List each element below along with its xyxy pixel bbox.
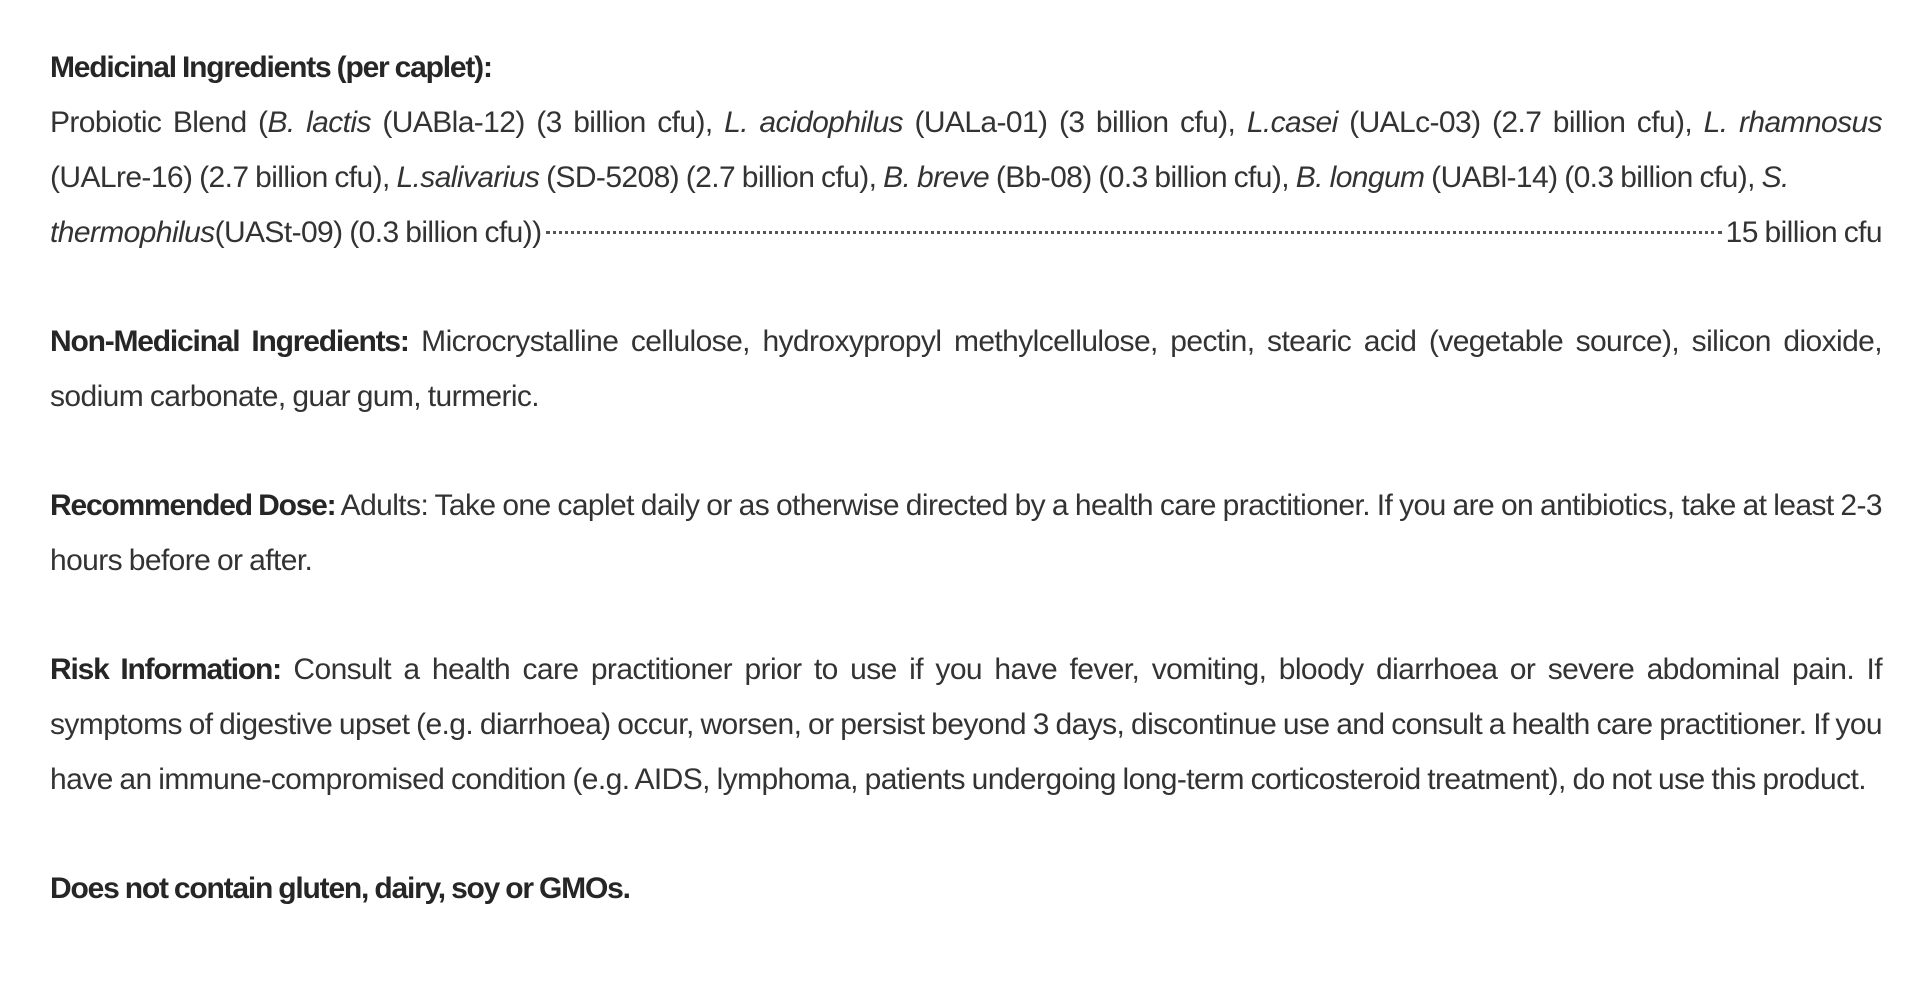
strain-detail: (UALc-03) (2.7 billion cfu),	[1337, 106, 1704, 139]
non-medicinal-heading: Non-Medicinal Ingredients:	[50, 325, 409, 358]
risk-information-paragraph	[50, 642, 1882, 807]
risk-information-text: Consult a health care practitioner prior to use if you have fever, vomiting, bloody diarrhoea or severe abdominal pain. If symptoms of digestive upset (e.g. diarrhoea) occur, worsen, or persist beyond 3 days, discontinue use and consult a health care practitioner. If you have an immune-compromised condition (e.g. AIDS, lymphoma, patients undergoing long-term corticosteroid treatment), do not use this product.	[50, 653, 1883, 796]
product-label	[50, 40, 1882, 916]
recommended-dose-paragraph	[50, 478, 1882, 588]
strain-detail: (UALa-01) (3 billion cfu),	[902, 106, 1247, 139]
medicinal-ingredients-heading: Medicinal Ingredients (per caplet):	[50, 51, 492, 84]
allergen-free-note: Does not contain gluten, dairy, soy or GMOs.	[50, 872, 630, 905]
non-medicinal-ingredients-section	[50, 314, 1882, 424]
strain-name: B. breve	[883, 161, 990, 194]
risk-information-heading: Risk Information:	[50, 653, 281, 686]
total-cfu-value: 15 billion cfu	[1725, 216, 1882, 249]
strain-detail: (UABla-12) (3 billion cfu),	[370, 106, 725, 139]
blend-intro: Probiotic Blend (	[50, 106, 268, 139]
recommended-dose-heading: Recommended Dose:	[50, 489, 336, 522]
strain-name: S.	[1761, 161, 1789, 194]
medicinal-ingredients-section	[50, 40, 1882, 260]
strain-detail: (Bb-08) (0.3 billion cfu),	[989, 161, 1296, 194]
recommended-dose-section	[50, 478, 1882, 588]
strain-name: L. acidophilus	[724, 106, 903, 139]
strain-name: L. rhamnosus	[1703, 106, 1882, 139]
strain-name: L.salivarius	[396, 161, 540, 194]
strain-detail: (SD-5208) (2.7 billion cfu),	[539, 161, 884, 194]
strain-name: L.casei	[1246, 106, 1338, 139]
strain-name: B. longum	[1295, 161, 1425, 194]
strain-name: B. lactis	[267, 106, 371, 139]
total-dose-row	[50, 205, 1882, 260]
strain-name: thermophilus	[50, 216, 215, 249]
non-medicinal-paragraph	[50, 314, 1882, 424]
strain-detail: (UABl-14) (0.3 billion cfu),	[1424, 161, 1762, 194]
dotted-leader	[546, 231, 1722, 234]
probiotic-blend-text	[50, 95, 1882, 205]
strain-detail: (UALre-16) (2.7 billion cfu),	[50, 161, 397, 194]
non-medicinal-text: Microcrystalline cellulose, hydroxypropyl methylcellulose, pectin, stearic acid (vegetable source), silicon dioxide, sodium carbonate, guar gum, turmeric.	[50, 325, 1882, 413]
strain-detail: (UASt-09) (0.3 billion cfu))	[214, 216, 542, 249]
risk-information-section	[50, 642, 1882, 807]
recommended-dose-text: Adults: Take one caplet daily or as otherwise directed by a health care practitioner. If you are on antibiotics, take at least 2-3 hours before or after.	[50, 489, 1882, 577]
